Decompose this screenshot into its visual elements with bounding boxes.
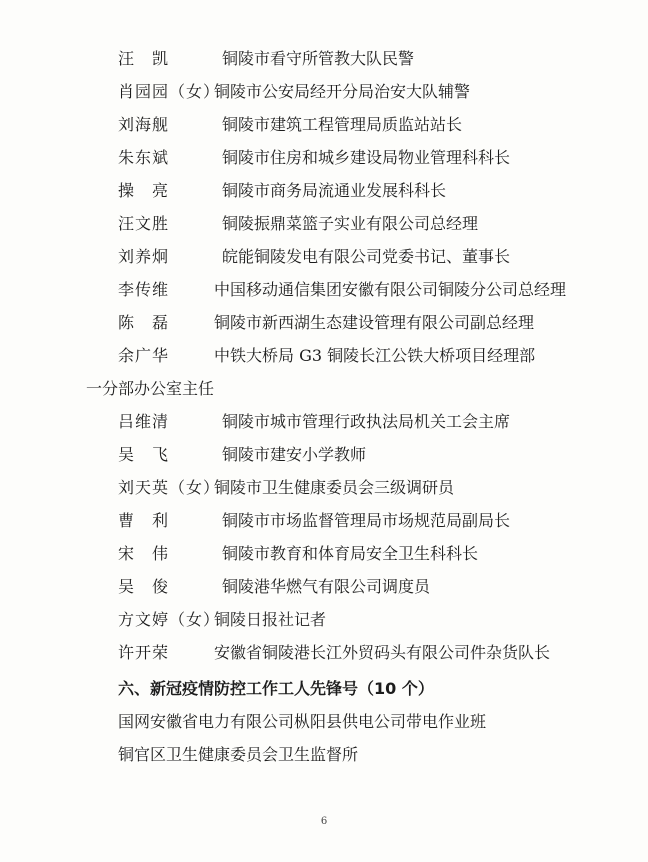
person-name: 陈 磊 — [118, 313, 170, 332]
person-name: 刘养炯 — [118, 247, 170, 266]
person-title: 铜陵市卫生健康委员会三级调研员 — [214, 478, 455, 497]
person-name: 李传维 — [118, 280, 170, 299]
person-name: 曹 利 — [118, 511, 170, 530]
person-title: 铜陵日报社记者 — [214, 610, 327, 629]
person-title: 铜陵市新西湖生态建设管理有限公司副总经理 — [214, 313, 535, 332]
person-title: 安徽省铜陵港长江外贸码头有限公司件杂货队长 — [214, 643, 551, 662]
person-title: 皖能铜陵发电有限公司党委书记、董事长 — [222, 247, 511, 266]
person-name: 朱东斌 — [118, 148, 170, 167]
person-name: 宋 伟 — [118, 544, 170, 563]
person-title: 铜陵市教育和体育局安全卫生科科长 — [222, 544, 479, 563]
person-title: 中国移动通信集团安徽有限公司铜陵分公司总经理 — [214, 280, 567, 299]
person-name: 许开荣 — [118, 643, 170, 662]
person-name: 吕维清 — [118, 412, 170, 431]
person-title: 铜陵市城市管理行政执法局机关工会主席 — [222, 412, 511, 431]
person-name: 汪文胜 — [118, 214, 170, 233]
person-title: 铜陵市看守所管教大队民警 — [222, 49, 415, 68]
person-name: 操 亮 — [118, 181, 170, 200]
person-name: 方文婷（女） — [118, 610, 221, 629]
person-title: 铜陵市商务局流通业发展科科长 — [222, 181, 447, 200]
person-title: 中铁大桥局 G3 铜陵长江公铁大桥项目经理部 — [214, 346, 536, 365]
page-number: 6 — [320, 816, 328, 827]
unit-item: 国网安徽省电力有限公司枞阳县供电公司带电作业班 — [118, 712, 487, 731]
person-name: 余广华 — [118, 346, 170, 365]
person-title: 铜陵振鼎菜篮子实业有限公司总经理 — [222, 214, 479, 233]
section-heading: 六、新冠疫情防控工作工人先锋号（10 个） — [118, 679, 434, 698]
person-title: 铜陵市建安小学教师 — [222, 445, 367, 464]
person-title: 铜陵市市场监督管理局市场规范局副局长 — [222, 511, 511, 530]
person-name: 吴 俊 — [118, 577, 170, 596]
person-title: 铜陵市住房和城乡建设局物业管理科科长 — [222, 148, 511, 167]
person-name: 吴 飞 — [118, 445, 170, 464]
person-title: 铜陵港华燃气有限公司调度员 — [222, 577, 431, 596]
person-name: 汪 凯 — [118, 49, 170, 68]
person-title: 铜陵市建筑工程管理局质监站站长 — [222, 115, 463, 134]
person-name: 肖园园（女） — [118, 82, 221, 101]
person-name: 刘天英（女） — [118, 478, 221, 497]
unit-item: 铜官区卫生健康委员会卫生监督所 — [118, 745, 359, 764]
title-continuation: 一分部办公室主任 — [86, 379, 215, 398]
person-name: 刘海舰 — [118, 115, 170, 134]
person-title: 铜陵市公安局经开分局治安大队辅警 — [214, 82, 471, 101]
